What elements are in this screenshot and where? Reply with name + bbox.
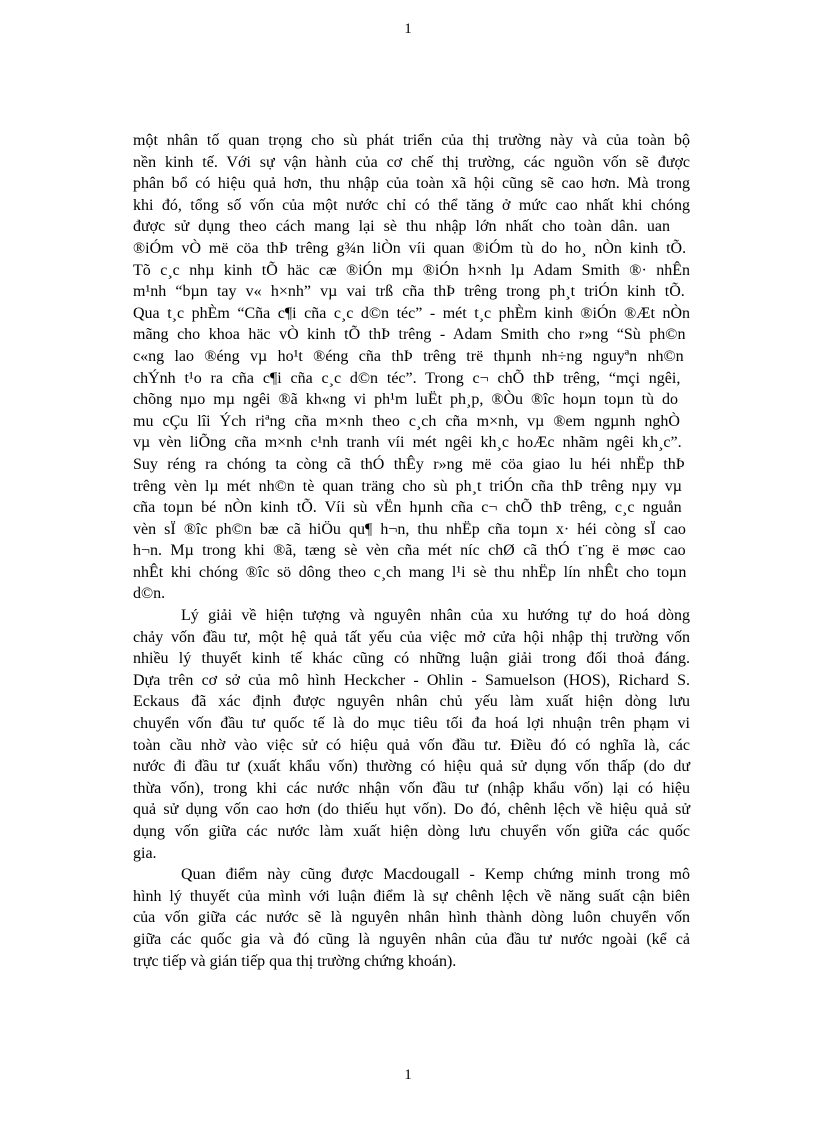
text-line: Lý giải về hiện tượng và nguyên nhân của xu hướng tự do hoá dòng xyxy=(181,607,690,625)
text-line: nhiều lý thuyết kinh tế khác cũng có những luận giải trong đối thoả đáng. xyxy=(133,650,690,668)
text-line: d©n. xyxy=(133,585,166,603)
text-line: cña toµn bé nÒn kinh tÕ. Víi sù vËn hµnh cña c¬ chÕ thÞ trêng, c¸c nguån xyxy=(133,499,682,517)
page-number-top: 1 xyxy=(404,21,412,37)
text-line: Tõ c¸c nhµ kinh tÕ häc cæ ®iÓn mµ ®iÓn h×nh lµ Adam Smith ®· nhÊn xyxy=(133,261,690,279)
text-line: Eckaus đã xác định được nguyên nhân chủ yếu làm xuất hiện dòng lưu xyxy=(133,693,690,711)
text-line: thừa vốn), trong khi các nước nhận vốn đầu tư (nhập khẩu vốn) lại có hiệu xyxy=(133,779,690,797)
text-line: dụng vốn giữa các nước làm xuất hiện dòng lưu chuyển vốn giữa các quốc xyxy=(133,823,690,840)
text-line: hình lý thuyết của mình với luận điểm là sự chênh lệch về năng suất cận biên xyxy=(133,887,690,905)
text-line: khi đó, tổng số vốn của một nước chỉ có thể tăng ở mức cao nhất khi chóng xyxy=(133,196,690,214)
text-line: m¹nh “bµn tay v« h×nh” vµ vai trß cña thÞ trêng trong ph¸t triÓn kinh tÕ. xyxy=(133,283,685,301)
text-line: phân bổ có hiệu quả hơn, thu nhập của toàn xã hội cũng sẽ cao hơn. Mà trong xyxy=(133,175,690,193)
text-line: Qua t¸c phÈm “Cña c¶i cña c¸c d©n téc” - mét t¸c phÈm kinh ®iÓn ®Æt nÒn xyxy=(133,304,690,322)
text-line: ®iÓm vÒ më cöa thÞ trêng g¾n liÒn víi quan ®iÓm tù do ho¸ nÒn kinh tÕ. xyxy=(133,239,687,257)
text-line: nước đi đầu tư (xuất khẩu vốn) thường có hiệu quả sử dụng vốn thấp (do dư xyxy=(133,758,690,776)
text-line: chÝnh t¹o ra cña c¶i cña c¸c d©n téc”. Trong c¬ chÕ thÞ trêng, “mçi ngêi, xyxy=(133,369,681,387)
text-line: giữa các quốc gia và đó cũng là nguyên nhân của đầu tư nước ngoài (kể cả xyxy=(133,930,690,948)
text-line: h¬n. Mµ trong khi ®ã, tæng sè vèn cña mét níc chØ cã thÓ t¨ng ë møc cao xyxy=(133,542,686,560)
text-line: quả sử dụng vốn cao hơn (do thiếu hụt vốn). Do đó, chênh lệch về hiệu quả sử xyxy=(133,801,690,819)
text-line: của vốn giữa các nước sẽ là nguyên nhân hình thành dòng luôn chuyển vốn xyxy=(133,909,690,927)
text-line: toàn cầu nhờ vào việc sử có hiệu quả vốn đầu tư. Điều đó có nghĩa là, các xyxy=(133,736,690,754)
text-line: nền kinh tế. Với sự vận hành của cơ chế thị trường, các nguồn vốn sẽ được xyxy=(133,153,690,171)
text-line: Quan điểm này cũng được Macdougall - Kemp chứng minh trong mô xyxy=(181,866,690,884)
text-line: c«ng lao ®éng vµ ho¹t ®éng cña thÞ trêng trë thµnh nh÷ng nguyªn nh©n xyxy=(133,347,684,365)
text-line: nhÊt khi chóng ®îc sö dông theo c¸ch mang l¹i sè thu nhËp lín nhÊt cho toµn xyxy=(133,563,687,581)
text-line: Suy réng ra chóng ta còng cã thÓ thÊy r»ng më cöa giao lu héi nhËp thÞ xyxy=(133,455,685,473)
text-line: được sử dụng theo cách mang lại sè thu nhập lớn nhất cho toàn dân. uan xyxy=(133,218,670,236)
text-line: trêng vèn lµ mét nh©n tè quan träng cho sù ph¸t triÓn cña thÞ trêng nµy vµ xyxy=(133,477,683,495)
text-line: trực tiếp và gián tiếp qua thị trường chứng khoán). xyxy=(133,952,457,970)
text-line: chảy vốn đầu tư, một hệ quả tất yếu của việc mở cửa hội nhập thị trường vốn xyxy=(133,628,690,646)
page-number-bottom: 1 xyxy=(404,1067,412,1083)
text-line: chõng nµo mµ ngêi ®ã kh«ng vi ph¹m luËt ph¸p, ®Òu ®îc hoµn toµn tù do xyxy=(133,391,679,409)
text-line: chuyển vốn đầu tư quốc tế là do mục tiêu tối đa hoá lợi nhuận trên phạm vi xyxy=(133,715,690,733)
text-line: vèn sÏ ®îc ph©n bæ cã hiÖu qu¶ h¬n, thu nhËp cña toµn x· héi còng sÏ cao xyxy=(133,520,686,538)
text-line: Dựa trên cơ sở của mô hình Heckcher - Ohlin - Samuelson (HOS), Richard S. xyxy=(133,671,690,689)
body-text xyxy=(133,130,690,972)
text-line: mãng cho khoa häc vÒ kinh tÕ thÞ trêng - Adam Smith cho r»ng “Sù ph©n xyxy=(133,326,686,344)
text-line: mu cÇu lîi Ých riªng cña m×nh theo c¸ch cña m×nh, vµ ®em ngµnh nghÒ xyxy=(133,412,680,430)
text-line: một nhân tố quan trọng cho sù phát triển của thị trường này và của toàn bộ xyxy=(133,132,690,149)
text-line: vµ vèn liÕng cña m×nh c¹nh tranh víi mét ngêi kh¸c hoÆc nhãm ngêi kh¸c”. xyxy=(133,434,682,452)
text-line: gia. xyxy=(133,844,157,862)
